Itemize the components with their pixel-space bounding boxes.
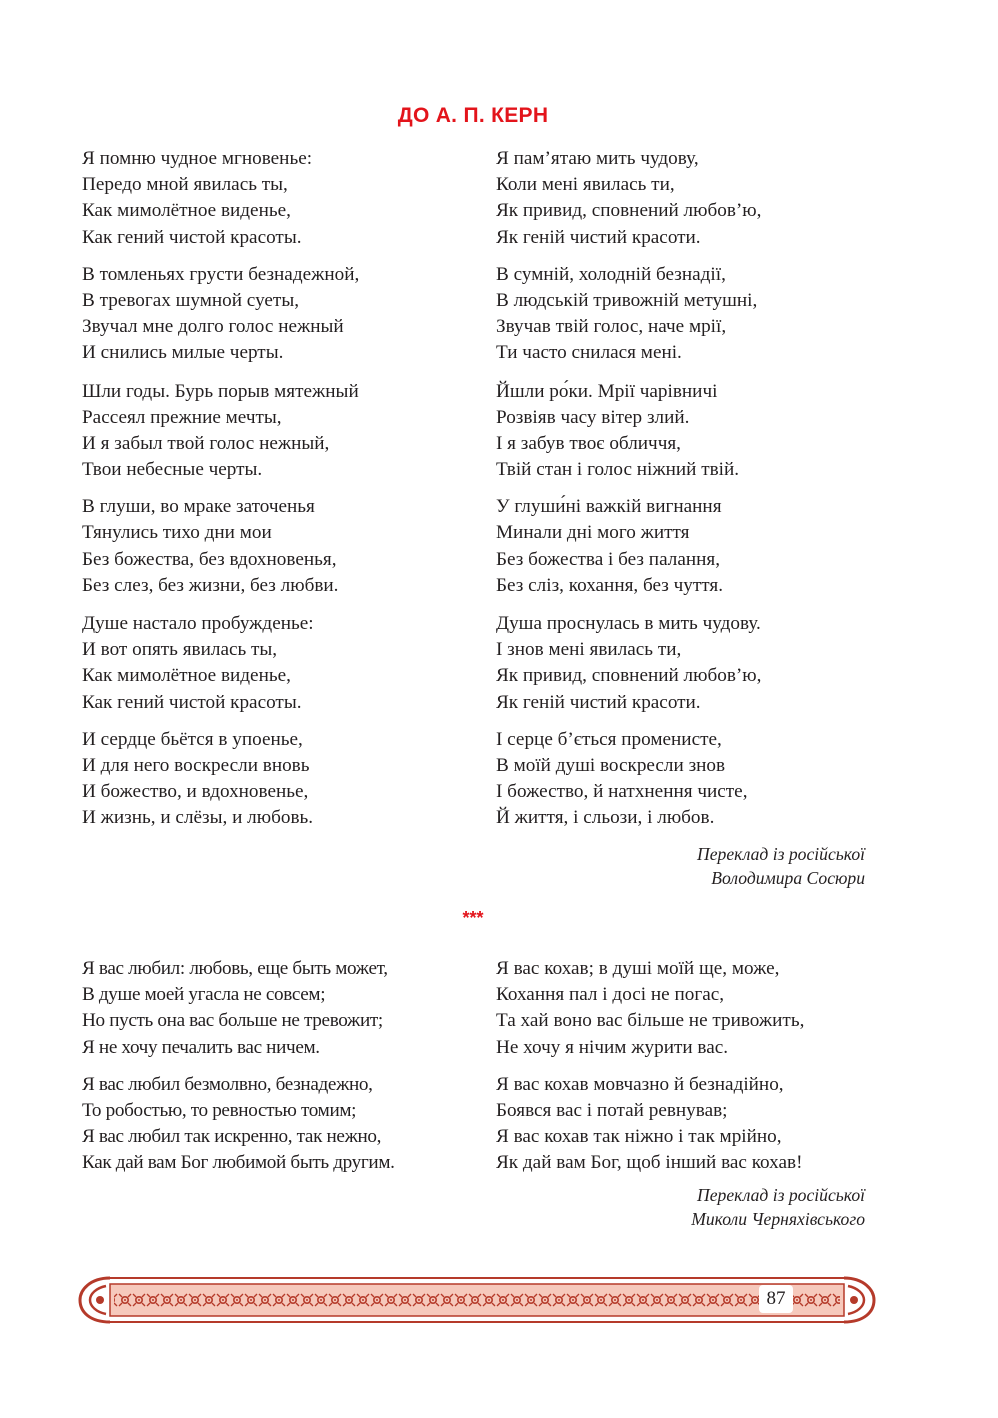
verse-line: Как гений чистой красоты. — [82, 691, 302, 713]
verse-line: Без слез, без жизни, без любви. — [82, 574, 339, 596]
verse-line: Боявся вас і потай ревнував; — [496, 1099, 728, 1121]
verse-line: Минали дні мого життя — [496, 522, 690, 544]
verse-line: В тревогах шумной суеты, — [82, 289, 300, 311]
stanza — [82, 494, 482, 599]
verse-line: И снились милые черты. — [82, 342, 284, 364]
stanza — [496, 1072, 896, 1177]
verse-line: Не хочу я нічим журити вас. — [496, 1036, 729, 1058]
poem1-translation-column — [496, 146, 896, 832]
verse-line: Без божества і без палання, — [496, 548, 721, 570]
verse-line: Як геній чистий красоти. — [496, 226, 701, 248]
stanza — [82, 1072, 482, 1177]
stanza — [82, 379, 482, 484]
verse-line: Рассеял прежние мечты, — [82, 406, 282, 428]
verse-line: Та хай воно вас більше не тривожить, — [496, 1010, 805, 1032]
verse-line: И божество, и вдохновенье, — [82, 781, 309, 803]
stanza — [82, 146, 482, 251]
verse-line: У глуши́ні важкій вигнання — [496, 496, 722, 518]
verse-line: В сумній, холодній безнадії, — [496, 263, 726, 285]
verse-line: Як геній чистий красоти. — [496, 691, 701, 713]
verse-line: Как мимолётное виденье, — [82, 665, 291, 687]
verse-line: То робостью, то ревностью томим; — [82, 1099, 357, 1121]
section-separator: *** — [462, 908, 484, 928]
verse-line: Як привид, сповнений любов’ю, — [496, 665, 762, 687]
verse-line: І знов мені явилась ти, — [496, 639, 682, 661]
verse-line: Йшли ро́ки. Мрії чарівничі — [496, 380, 718, 402]
verse-line: Я вас кохав так ніжно і так мрійно, — [496, 1126, 782, 1148]
stanza — [496, 146, 896, 251]
attribution-line: Переклад із російської — [697, 844, 865, 864]
translation-attribution — [697, 843, 865, 890]
stanza — [496, 494, 896, 599]
poem2-translation-column — [496, 956, 896, 1177]
verse-line: Я вас любил так искренно, так нежно, — [82, 1126, 382, 1148]
verse-line: И жизнь, и слёзы, и любовь. — [82, 807, 314, 829]
verse-line: Душе настало пробужденье: — [82, 613, 314, 634]
page-number: 87 — [759, 1285, 793, 1313]
verse-line: Розвіяв часу вітер злий. — [496, 406, 690, 428]
verse-line: Передо мной явилась ты, — [82, 174, 288, 196]
verse-line: Я помню чудное мгновенье: — [82, 148, 313, 169]
verse-line: В людській тривожній метушні, — [496, 289, 758, 311]
verse-line: В моїй душі воскресли знов — [496, 754, 726, 776]
stanza — [496, 956, 896, 1061]
stanza — [82, 956, 482, 1061]
poem2-original-column — [82, 956, 482, 1177]
verse-line: Как дай вам Бог любимой быть другим. — [82, 1152, 395, 1174]
translation-attribution — [691, 1184, 865, 1231]
verse-line: Як привид, сповнений любов’ю, — [496, 200, 762, 222]
verse-line: И вот опять явилась ты, — [82, 639, 278, 661]
stanza — [82, 262, 482, 367]
verse-line: І я забув твоє обличчя, — [496, 432, 681, 454]
verse-line: Тянулись тихо дни мои — [82, 522, 272, 544]
verse-line: Без божества, без вдохновенья, — [82, 548, 337, 570]
verse-line: Я вас любил: любовь, еще быть может, — [82, 958, 388, 979]
verse-line: В душе моей угасла не совсем; — [82, 984, 326, 1006]
verse-line: Й життя, і сльози, і любов. — [496, 807, 715, 829]
verse-line: Я вас кохав; в душі моїй ще, може, — [496, 958, 780, 979]
translator-name: Миколи Черняхівського — [691, 1208, 865, 1229]
verse-line: Звучав твій голос, наче мрії, — [496, 316, 727, 338]
verse-line: І божество, й натхнення чисте, — [496, 781, 748, 803]
stanza — [82, 611, 482, 716]
verse-line: Без сліз, кохання, без чуття. — [496, 574, 724, 596]
verse-line: Твій стан і голос ніжний твій. — [496, 459, 740, 481]
verse-line: Твои небесные черты. — [82, 459, 263, 481]
stanza — [82, 727, 482, 832]
verse-line: Но пусть она вас больше не тревожит; — [82, 1010, 383, 1032]
verse-line: Я пам’ятаю мить чудову, — [496, 148, 699, 169]
verse-line: Как мимолётное виденье, — [82, 200, 291, 222]
verse-line: Коли мені явилась ти, — [496, 174, 675, 196]
verse-line: Я вас любил безмолвно, безнадежно, — [82, 1073, 373, 1095]
verse-line: Душа проснулась в мить чудову. — [496, 613, 761, 634]
verse-line: Я не хочу печалить вас ничем. — [82, 1036, 320, 1058]
stanza — [496, 262, 896, 367]
decorative-ornament-border — [76, 1270, 878, 1330]
attribution-line: Переклад із російської — [697, 1185, 865, 1205]
verse-line: І серце б’ється променисте, — [496, 728, 722, 750]
stanza — [496, 379, 896, 484]
poem1-original-column — [82, 146, 482, 832]
verse-line: И я забыл твой голос нежный, — [82, 432, 330, 454]
verse-line: И для него воскресли вновь — [82, 754, 310, 776]
verse-line: Шли годы. Бурь порыв мятежный — [82, 380, 359, 402]
verse-line: В глуши, во мраке заточенья — [82, 496, 315, 518]
poem-title: ДО А. П. КЕРН — [397, 104, 549, 127]
verse-line: Ти часто снилася мені. — [496, 342, 682, 364]
verse-line: Как гений чистой красоты. — [82, 226, 302, 248]
verse-line: В томленьях грусти безнадежной, — [82, 263, 360, 285]
verse-line: Звучал мне долго голос нежный — [82, 316, 344, 338]
stanza — [496, 727, 896, 832]
stanza — [496, 611, 896, 716]
verse-line: Я вас кохав мовчазно й безнадійно, — [496, 1073, 784, 1095]
verse-line: Як дай вам Бог, щоб інший вас кохав! — [496, 1152, 803, 1174]
verse-line: И сердце бьётся в упоенье, — [82, 728, 303, 750]
verse-line: Кохання пал і досі не погас, — [496, 984, 725, 1006]
translator-name: Володимира Сосюри — [711, 867, 865, 888]
